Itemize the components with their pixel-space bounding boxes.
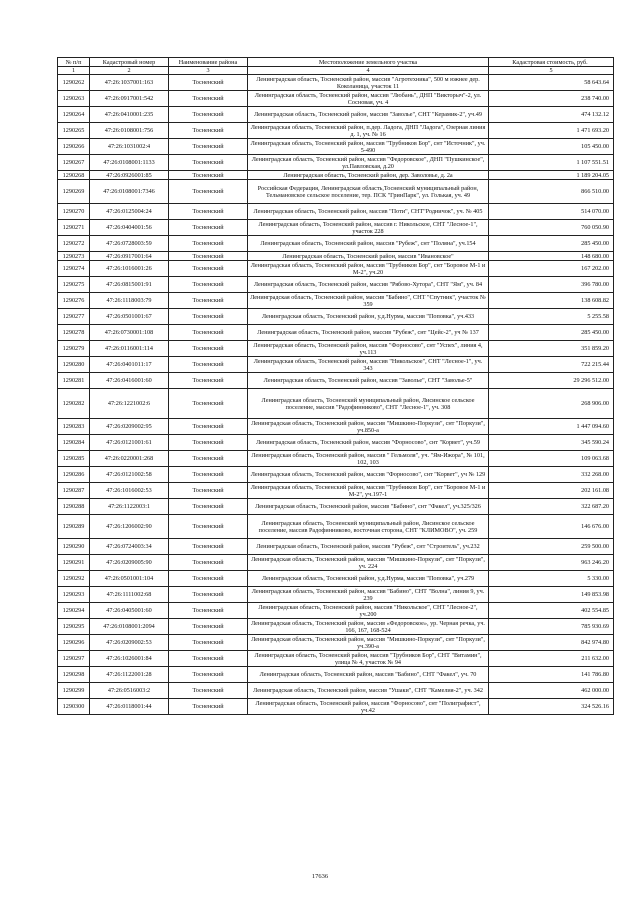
cadastral-value-cell: 146 676.00 [489, 515, 614, 539]
cadastral-number-cell: 47:26:0730001:108 [90, 325, 169, 341]
district-cell: Тосненский [169, 435, 248, 451]
header-cadastral-number: Кадастровый номер [90, 58, 169, 67]
table-row [58, 555, 614, 571]
cadastral-number-cell: 47:26:0209002:95 [90, 419, 169, 435]
district-cell: Тосненский [169, 75, 248, 91]
row-number-cell: 1290275 [58, 277, 90, 293]
row-number-cell: 1290269 [58, 180, 90, 204]
cadastral-value-cell: 285 450.00 [489, 236, 614, 252]
cadastral-value-cell: 29 296 512.00 [489, 373, 614, 389]
district-cell: Тосненский [169, 515, 248, 539]
district-cell: Тосненский [169, 139, 248, 155]
district-cell: Тосненский [169, 293, 248, 309]
location-cell: Ленинградская область, Тосненский район, массив "Заволье", СНТ "Керамик-2", уч.49 [248, 107, 489, 123]
row-number-cell: 1290271 [58, 220, 90, 236]
cadastral-number-cell: 47:26:0220001:268 [90, 451, 169, 467]
cadastral-number-cell: 47:26:0209005:90 [90, 555, 169, 571]
table-row [58, 155, 614, 171]
table-row [58, 699, 614, 715]
cadastral-value-cell: 332 268.00 [489, 467, 614, 483]
table-row [58, 325, 614, 341]
location-cell: Ленинградская область, Тосненский район, массив "Любань", ДНП "Викторыч"-2, ул. Сосновая, уч. 4 [248, 91, 489, 107]
district-cell: Тосненский [169, 91, 248, 107]
location-cell: Ленинградская область, Тосненский район, массив "Ушаки", СНТ "Камелия-2", уч. 342 [248, 683, 489, 699]
location-cell: Ленинградская область, Тосненский район, массив "Рубеж", снт "Поляна", уч.154 [248, 236, 489, 252]
row-number-cell: 1290294 [58, 603, 90, 619]
cadastral-number-cell: 47:26:0118001:44 [90, 699, 169, 715]
location-cell: Ленинградская область, Тосненский район, массив "Форносово", снт "Полиграфист", уч.42 [248, 699, 489, 715]
cadastral-value-cell: 211 632.00 [489, 651, 614, 667]
cadastral-value-cell: 514 070.00 [489, 204, 614, 220]
table-row [58, 293, 614, 309]
table-row [58, 236, 614, 252]
cadastral-number-cell: 47:26:0926001:85 [90, 171, 169, 180]
table-row [58, 635, 614, 651]
row-number-cell: 1290288 [58, 499, 90, 515]
cadastral-number-cell: 47:26:0501001:104 [90, 571, 169, 587]
cadastral-value-cell: 345 590.24 [489, 435, 614, 451]
cadastral-value-cell: 842 974.80 [489, 635, 614, 651]
table-body [58, 75, 614, 715]
table-row [58, 419, 614, 435]
district-cell: Тосненский [169, 635, 248, 651]
index-cell: 2 [90, 67, 169, 75]
page-number: 17636 [311, 873, 329, 880]
district-cell: Тосненский [169, 419, 248, 435]
cadastral-value-cell: 148 680.00 [489, 252, 614, 261]
table-row [58, 435, 614, 451]
cadastral-number-cell: 47:26:0401011:17 [90, 357, 169, 373]
row-number-cell: 1290290 [58, 539, 90, 555]
cadastral-number-cell: 47:26:0121001:61 [90, 435, 169, 451]
location-cell: Ленинградская область, Тосненский район, массив "Рябово-Хутора", СНТ "Ям", уч. 84 [248, 277, 489, 293]
location-cell: Ленинградская область, Тосненский район, массив " Гельмоля", уч. "Ям-Ижора", № 101, 102, 103 [248, 451, 489, 467]
district-cell: Тосненский [169, 341, 248, 357]
cadastral-value-table [57, 57, 614, 715]
district-cell: Тосненский [169, 683, 248, 699]
cadastral-number-cell: 47:26:0724003:34 [90, 539, 169, 555]
table-row [58, 651, 614, 667]
table-row [58, 483, 614, 499]
row-number-cell: 1290278 [58, 325, 90, 341]
cadastral-number-cell: 47:26:0917001:542 [90, 91, 169, 107]
location-cell: Ленинградская область, Тосненский район, массив "Бабино", СНТ "Факел", уч. 70 [248, 667, 489, 683]
row-number-cell: 1290291 [58, 555, 90, 571]
row-number-cell: 1290297 [58, 651, 90, 667]
location-cell: Ленинградская область, Тосненский район, п.дер. Ладога, ДНП "Ладога", Озерная линия д. 1, уч. № 16 [248, 123, 489, 139]
table-row [58, 277, 614, 293]
row-number-cell: 1290295 [58, 619, 90, 635]
cadastral-number-cell: 47:26:0108001:1133 [90, 155, 169, 171]
table-row [58, 139, 614, 155]
district-cell: Тосненский [169, 277, 248, 293]
cadastral-number-cell: 47:26:0108001:756 [90, 123, 169, 139]
district-cell: Тосненский [169, 483, 248, 499]
cadastral-value-cell: 268 906.00 [489, 389, 614, 419]
cadastral-number-cell: 47:26:1206002:90 [90, 515, 169, 539]
row-number-cell: 1290262 [58, 75, 90, 91]
cadastral-number-cell: 47:26:0416001:60 [90, 373, 169, 389]
table-index-row [58, 67, 614, 75]
district-cell: Тосненский [169, 619, 248, 635]
cadastral-number-cell: 47:26:0108001:7346 [90, 180, 169, 204]
cadastral-number-cell: 47:26:0728003:59 [90, 236, 169, 252]
cadastral-value-cell: 149 853.98 [489, 587, 614, 603]
cadastral-number-cell: 47:26:1122003:1 [90, 499, 169, 515]
cadastral-value-cell: 109 063.68 [489, 451, 614, 467]
index-cell: 3 [169, 67, 248, 75]
cadastral-number-cell: 47:26:1118003:79 [90, 293, 169, 309]
row-number-cell: 1290277 [58, 309, 90, 325]
district-cell: Тосненский [169, 261, 248, 277]
cadastral-value-cell: 259 500.00 [489, 539, 614, 555]
location-cell: Ленинградская область, Тосненский район, дер. Заволовье, д. 2а [248, 171, 489, 180]
location-cell: Ленинградская область, Тосненский район, массив "Трубников Бор", снт "Источник", уч. 5-490 [248, 139, 489, 155]
cadastral-number-cell: 47:26:0815001:91 [90, 277, 169, 293]
cadastral-value-cell: 58 643.64 [489, 75, 614, 91]
cadastral-number-cell: 47:26:0405001:60 [90, 603, 169, 619]
row-number-cell: 1290296 [58, 635, 90, 651]
cadastral-number-cell: 47:26:1026001:84 [90, 651, 169, 667]
row-number-cell: 1290267 [58, 155, 90, 171]
cadastral-value-cell: 5 255.58 [489, 309, 614, 325]
table-row [58, 309, 614, 325]
location-cell: Ленинградская область, Тосненский район, массив "Трубников Бор", СНТ "Витамин", улица № 4, участок № 94 [248, 651, 489, 667]
cadastral-number-cell: 47:26:0516003:2 [90, 683, 169, 699]
table-row [58, 180, 614, 204]
cadastral-value-cell: 105 450.00 [489, 139, 614, 155]
district-cell: Тосненский [169, 587, 248, 603]
table-row [58, 204, 614, 220]
location-cell: Ленинградская область, Тосненский район, массив "Агротехника", 500 м южнее дер. Коколаница, участок 11 [248, 75, 489, 91]
row-number-cell: 1290300 [58, 699, 90, 715]
table-row [58, 389, 614, 419]
cadastral-number-cell: 47:26:0501001:67 [90, 309, 169, 325]
district-cell: Тосненский [169, 603, 248, 619]
row-number-cell: 1290289 [58, 515, 90, 539]
cadastral-number-cell: 47:26:1016001:26 [90, 261, 169, 277]
cadastral-value-cell: 238 740.00 [489, 91, 614, 107]
district-cell: Тосненский [169, 220, 248, 236]
cadastral-number-cell: 47:26:0917001:64 [90, 252, 169, 261]
location-cell: Ленинградская область, Тосненский район, массив "Форносово", снт "Корвет", уч.59 [248, 435, 489, 451]
cadastral-value-cell: 202 161.08 [489, 483, 614, 499]
location-cell: Ленинградская область, Тосненский район, массив "Никольское", СНТ "Лесное-1", уч. 343 [248, 357, 489, 373]
district-cell: Тосненский [169, 499, 248, 515]
header-district: Наименование района [169, 58, 248, 67]
row-number-cell: 1290273 [58, 252, 90, 261]
location-cell: Ленинградская область, Тосненский район, массив "Форносово", снт "Успех", линия 4, уч.113 [248, 341, 489, 357]
table-row [58, 587, 614, 603]
cadastral-value-cell: 1 189 204.05 [489, 171, 614, 180]
cadastral-value-cell: 1 107 551.51 [489, 155, 614, 171]
cadastral-number-cell: 47:26:1016002:53 [90, 483, 169, 499]
table-row [58, 667, 614, 683]
cadastral-number-cell: 47:26:1122001:28 [90, 667, 169, 683]
row-number-cell: 1290263 [58, 91, 90, 107]
index-cell: 1 [58, 67, 90, 75]
cadastral-number-cell: 47:26:1031002:4 [90, 139, 169, 155]
row-number-cell: 1290268 [58, 171, 90, 180]
cadastral-value-cell: 141 786.80 [489, 667, 614, 683]
location-cell: Ленинградская область, Тосненский район, у.д.Нурма, массив "Поповка", уч.279 [248, 571, 489, 587]
row-number-cell: 1290293 [58, 587, 90, 603]
district-cell: Тосненский [169, 571, 248, 587]
header-cadastral-value: Кадастровая стоимость, руб. [489, 58, 614, 67]
location-cell: Ленинградская область, Тосненский муниципальный район, Лисинское сельское поселение, массив Радофинниково, восточная сторона, СНТ "КЛИМОВО", уч. 259 [248, 515, 489, 539]
cadastral-value-cell: 963 246.20 [489, 555, 614, 571]
row-number-cell: 1290265 [58, 123, 90, 139]
cadastral-number-cell: 47:26:1037001:163 [90, 75, 169, 91]
row-number-cell: 1290282 [58, 389, 90, 419]
table-row [58, 252, 614, 261]
location-cell: Ленинградская область, Тосненский район, массив "Федоровское", ДНП "Пушкинское", ул.Павловская, д.20 [248, 155, 489, 171]
cadastral-number-cell: 47:26:0125004:24 [90, 204, 169, 220]
location-cell: Ленинградская область, Тосненский район, массив "Бабино", СНТ "Спутник", участок № 359 [248, 293, 489, 309]
cadastral-value-cell: 396 780.00 [489, 277, 614, 293]
row-number-cell: 1290284 [58, 435, 90, 451]
district-cell: Тосненский [169, 325, 248, 341]
location-cell: Ленинградская область, Тосненский район, массив г. Никольское, СНТ "Лесное-1", участок 228 [248, 220, 489, 236]
district-cell: Тосненский [169, 451, 248, 467]
row-number-cell: 1290292 [58, 571, 90, 587]
row-number-cell: 1290287 [58, 483, 90, 499]
table-header-row [58, 58, 614, 67]
cadastral-number-cell: 47:26:0108001:2094 [90, 619, 169, 635]
cadastral-value-cell: 322 687.20 [489, 499, 614, 515]
table-row [58, 619, 614, 635]
cadastral-value-cell: 285 450.00 [489, 325, 614, 341]
district-cell: Тосненский [169, 204, 248, 220]
row-number-cell: 1290276 [58, 293, 90, 309]
district-cell: Тосненский [169, 309, 248, 325]
district-cell: Тосненский [169, 155, 248, 171]
district-cell: Тосненский [169, 373, 248, 389]
table-row [58, 467, 614, 483]
row-number-cell: 1290266 [58, 139, 90, 155]
header-location: Местоположение земельного участка [248, 58, 489, 67]
table-row [58, 499, 614, 515]
table-row [58, 683, 614, 699]
district-cell: Тосненский [169, 180, 248, 204]
table-row [58, 220, 614, 236]
cadastral-number-cell: 47:26:1111002:68 [90, 587, 169, 603]
location-cell: Ленинградская область, Тосненский район, массив "Мишкино-Поркузи", снт "Поркузи", уч.390-а [248, 635, 489, 651]
table-row [58, 123, 614, 139]
cadastral-value-cell: 324 526.16 [489, 699, 614, 715]
district-cell: Тосненский [169, 252, 248, 261]
location-cell: Ленинградская область, Тосненский район, массив "Заволье", СНТ "Заволье-5" [248, 373, 489, 389]
location-cell: Ленинградская область, Тосненский район, массив "Форносово", снт "Корвет", уч № 129 [248, 467, 489, 483]
location-cell: Ленинградская область, Тосненский район, массив "Никольское", СНТ "Лесное-2", уч.200 [248, 603, 489, 619]
table-row [58, 373, 614, 389]
cadastral-value-cell: 1 447 094.60 [489, 419, 614, 435]
table-row [58, 571, 614, 587]
table-row [58, 451, 614, 467]
table-row [58, 515, 614, 539]
cadastral-value-cell: 866 510.00 [489, 180, 614, 204]
row-number-cell: 1290272 [58, 236, 90, 252]
cadastral-value-cell: 351 859.20 [489, 341, 614, 357]
district-cell: Тосненский [169, 171, 248, 180]
district-cell: Тосненский [169, 667, 248, 683]
row-number-cell: 1290285 [58, 451, 90, 467]
location-cell: Ленинградская область, Тосненский район, массив "Трубников Бор", снт "Боровое М-1 и М-2", уч.197-1 [248, 483, 489, 499]
cadastral-value-cell: 167 202.00 [489, 261, 614, 277]
location-cell: Ленинградская область, Тосненский район, массив "Ивановское" [248, 252, 489, 261]
row-number-cell: 1290264 [58, 107, 90, 123]
location-cell: Ленинградская область, Тосненский район, массив «Федоровское», ур. Черная речка, уч. 166, 167, 168-524 [248, 619, 489, 635]
table-row [58, 107, 614, 123]
cadastral-number-cell: 47:26:0209002:53 [90, 635, 169, 651]
district-cell: Тосненский [169, 651, 248, 667]
cadastral-number-cell: 47:26:0116001:114 [90, 341, 169, 357]
table-row [58, 261, 614, 277]
index-cell: 4 [248, 67, 489, 75]
district-cell: Тосненский [169, 467, 248, 483]
row-number-cell: 1290283 [58, 419, 90, 435]
location-cell: Ленинградская область, Тосненский район, массив "Бабино", снт "Факел", уч.325/326 [248, 499, 489, 515]
cadastral-number-cell: 47:26:0121002:58 [90, 467, 169, 483]
location-cell: Ленинградская область, Тосненский район, массив "Бабино", СНТ "Волна", линия 9, уч. 239 [248, 587, 489, 603]
district-cell: Тосненский [169, 357, 248, 373]
location-cell: Ленинградская область, Тосненский район, массив "Мишкино-Поркузи", снт "Поркузи", уч. 224 [248, 555, 489, 571]
district-cell: Тосненский [169, 555, 248, 571]
row-number-cell: 1290281 [58, 373, 90, 389]
table-row [58, 341, 614, 357]
location-cell: Ленинградская область, Тосненский район, массив "Мишкино-Поркузи", снт "Поркузи", уч.850-а [248, 419, 489, 435]
row-number-cell: 1290274 [58, 261, 90, 277]
row-number-cell: 1290299 [58, 683, 90, 699]
location-cell: Ленинградская область, Тосненский район, массив "Рубеж", снт "Строитель", уч.232 [248, 539, 489, 555]
table-row [58, 603, 614, 619]
table-row [58, 91, 614, 107]
cadastral-value-cell: 760 050.90 [489, 220, 614, 236]
table-row [58, 539, 614, 555]
location-cell: Ленинградская область, Тосненский район, массив "Трубников Бор", снт "Боровое М-1 и М-2", уч.20 [248, 261, 489, 277]
location-cell: Ленинградская область, Тосненский район, у.д.Нурма, массив "Поповка", уч.433 [248, 309, 489, 325]
row-number-cell: 1290279 [58, 341, 90, 357]
location-cell: Ленинградская область, Тосненский район, массив "Поти", СНТ"Родничок", уч. № 405 [248, 204, 489, 220]
cadastral-value-cell: 474 132.12 [489, 107, 614, 123]
row-number-cell: 1290270 [58, 204, 90, 220]
cadastral-value-cell: 785 930.69 [489, 619, 614, 635]
row-number-cell: 1290298 [58, 667, 90, 683]
cadastral-number-cell: 47:26:1221002:6 [90, 389, 169, 419]
district-cell: Тосненский [169, 389, 248, 419]
cadastral-number-cell: 47:26:0410001:235 [90, 107, 169, 123]
cadastral-value-cell: 5 330.00 [489, 571, 614, 587]
district-cell: Тосненский [169, 236, 248, 252]
header-number: № п/п [58, 58, 90, 67]
row-number-cell: 1290280 [58, 357, 90, 373]
row-number-cell: 1290286 [58, 467, 90, 483]
location-cell: Ленинградская область, Тосненский район, массив "Рубеж", снт "Цейс-2", уч № 137 [248, 325, 489, 341]
table-row [58, 357, 614, 373]
cadastral-value-cell: 462 000.00 [489, 683, 614, 699]
district-cell: Тосненский [169, 107, 248, 123]
cadastral-number-cell: 47:26:0404001:56 [90, 220, 169, 236]
district-cell: Тосненский [169, 699, 248, 715]
cadastral-value-cell: 1 471 693.20 [489, 123, 614, 139]
cadastral-value-cell: 138 608.82 [489, 293, 614, 309]
cadastral-value-cell: 402 554.85 [489, 603, 614, 619]
index-cell: 5 [489, 67, 614, 75]
table-row [58, 171, 614, 180]
district-cell: Тосненский [169, 539, 248, 555]
location-cell: Ленинградская область, Тосненский муниципальный район, Лисинское сельское поселение, массив "Радофинниково", СНТ "Лесное-1", уч. 308 [248, 389, 489, 419]
location-cell: Российская Федерация, Ленинградская область,Тосненский муниципальный район, Тельмановское сельское поселение, тер. ПСК "ГринПарк", ул. Голькая, уч. 49 [248, 180, 489, 204]
cadastral-value-cell: 722 215.44 [489, 357, 614, 373]
land-cadastre-table-sheet [57, 57, 609, 715]
district-cell: Тосненский [169, 123, 248, 139]
table-row [58, 75, 614, 91]
